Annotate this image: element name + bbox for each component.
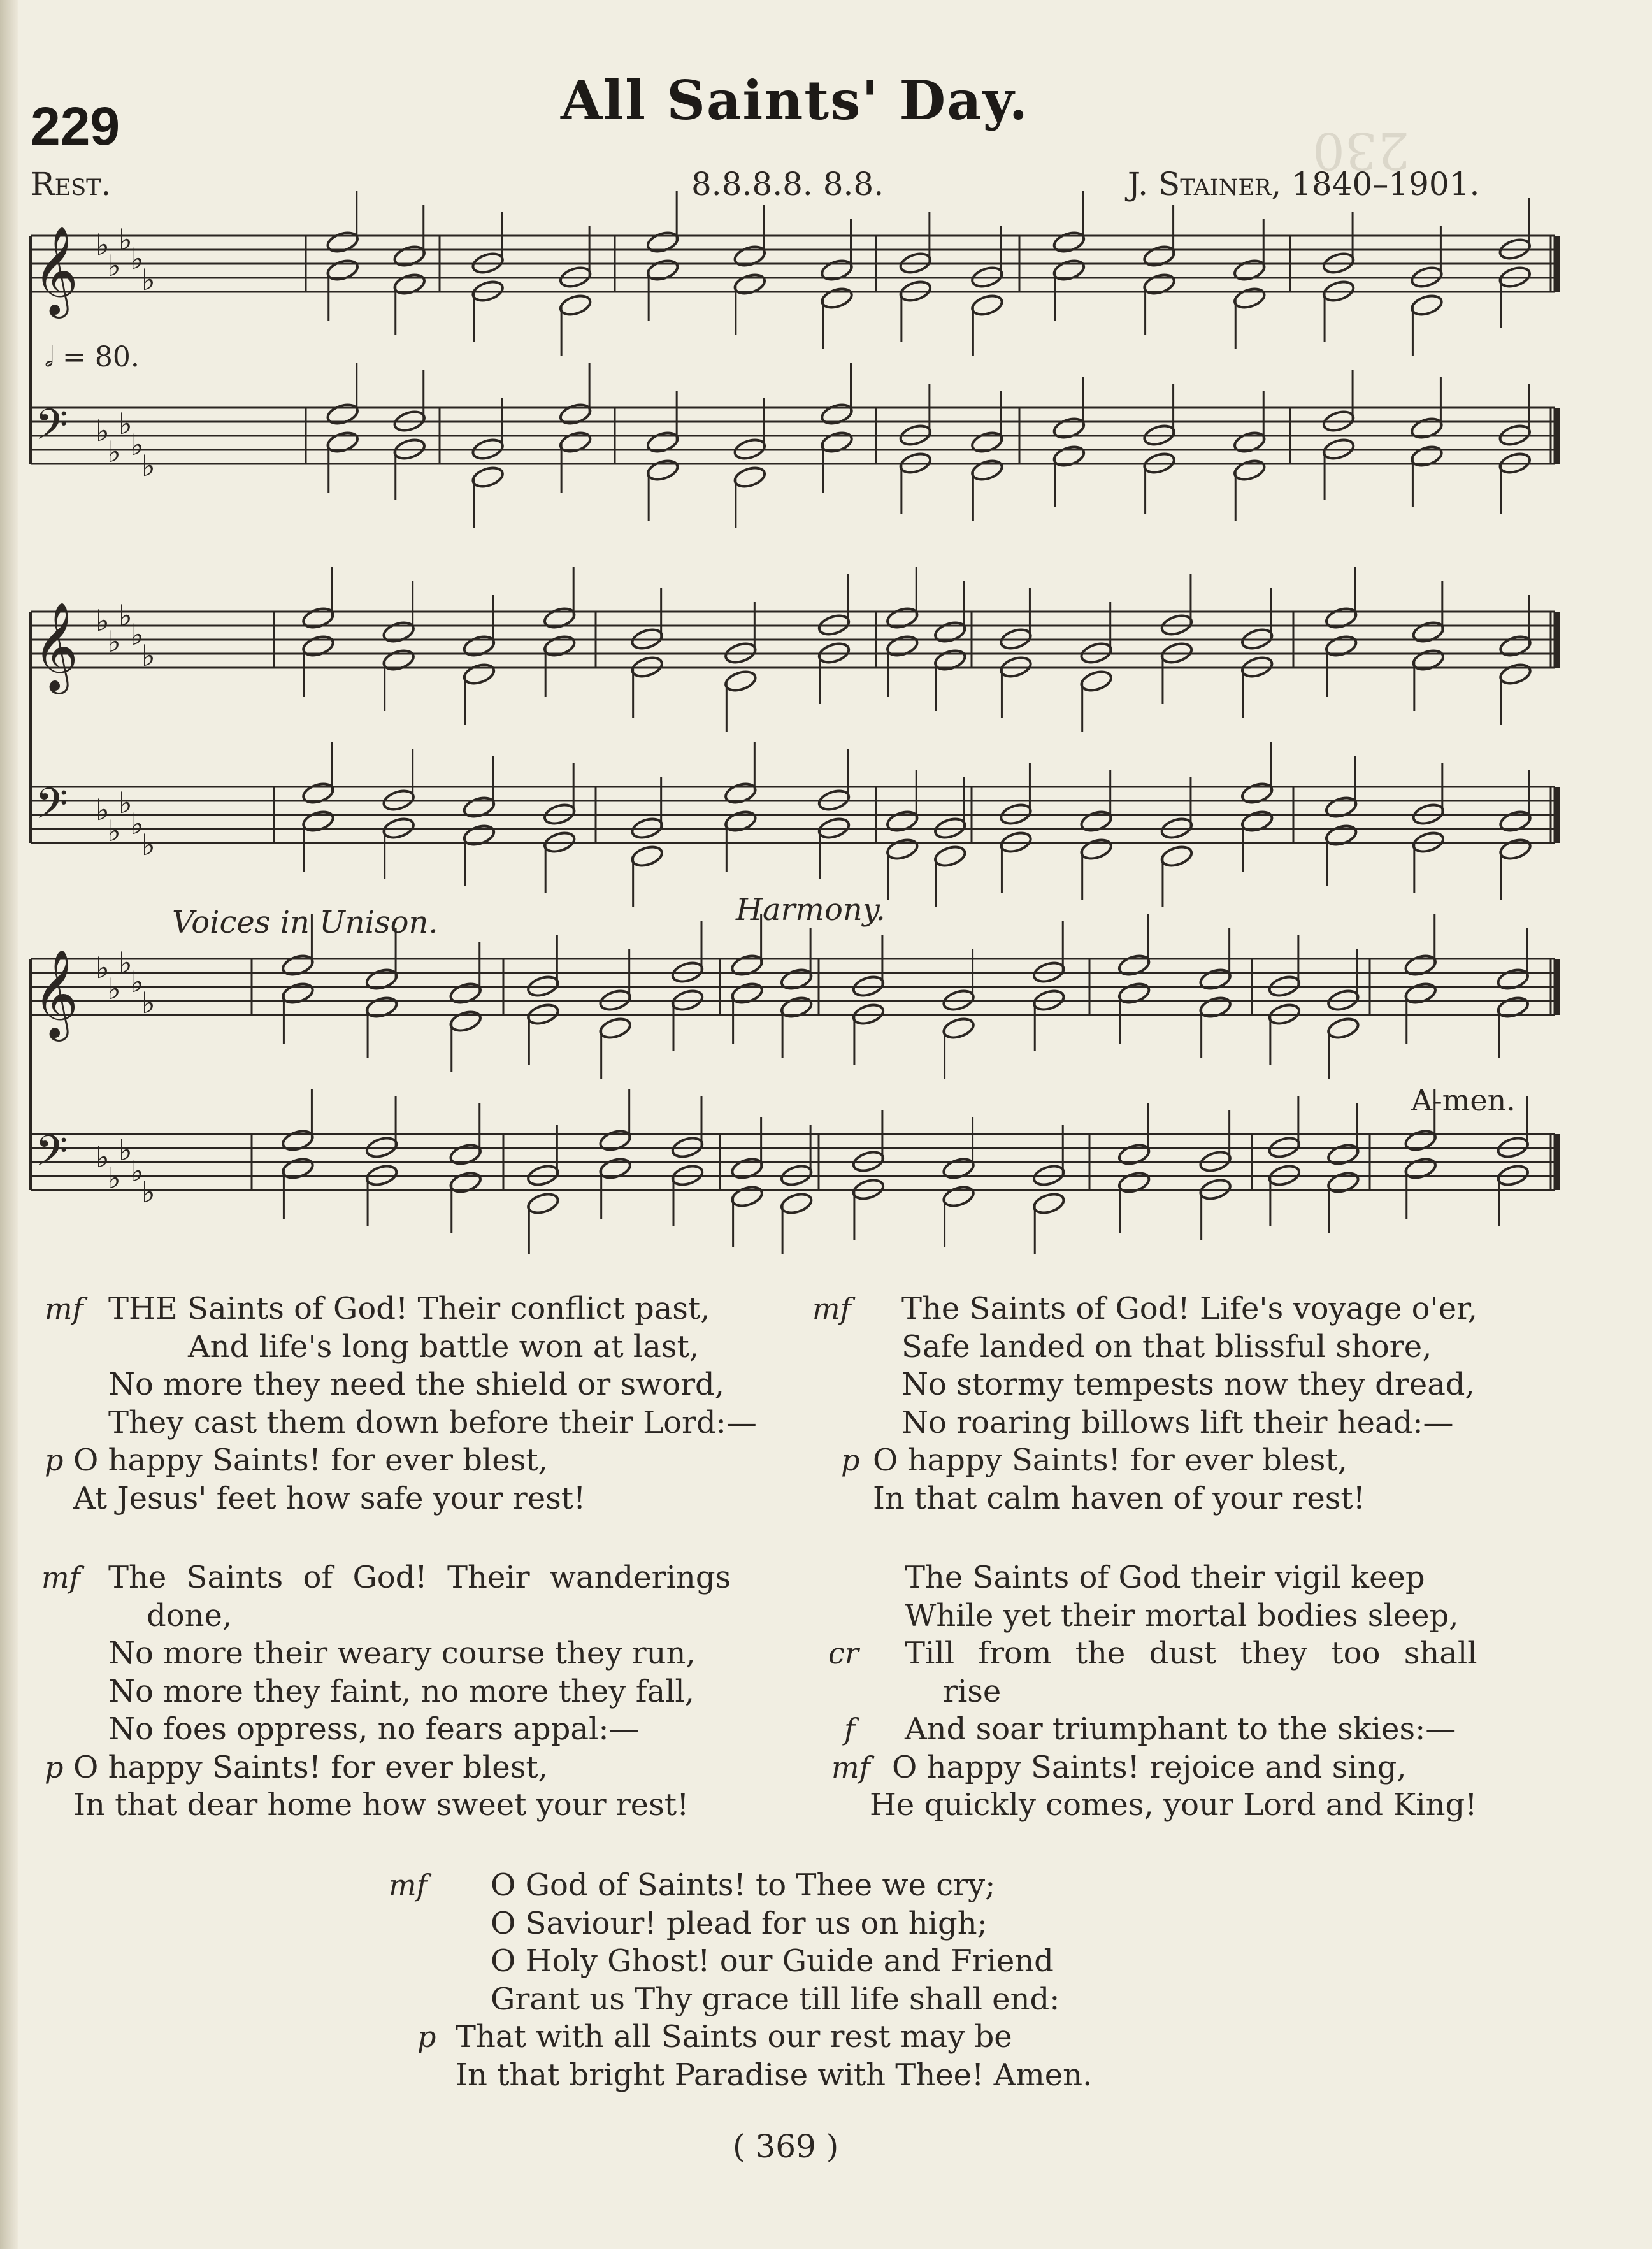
flat-sign: ♭ <box>96 603 110 638</box>
flat-sign: ♭ <box>130 1154 144 1188</box>
note-head <box>942 1156 976 1181</box>
verse-line <box>491 1943 1092 1981</box>
verse-line-text: They cast them down before their Lord:— <box>108 1404 757 1441</box>
note-head <box>301 605 336 631</box>
note-head <box>1079 668 1114 694</box>
note-head <box>942 1016 976 1041</box>
note-head <box>723 780 758 806</box>
note-head <box>382 619 416 645</box>
flat-sign: ♭ <box>141 262 155 297</box>
note-head <box>449 1142 483 1167</box>
note-head <box>392 271 427 297</box>
note-head <box>1326 1170 1361 1195</box>
note-head <box>542 633 577 659</box>
flat-sign: ♭ <box>130 807 144 841</box>
note-head <box>1240 780 1274 806</box>
verse-line <box>41 1559 731 1597</box>
note-head <box>645 229 680 255</box>
note-head <box>645 457 680 483</box>
note-head <box>1232 457 1267 483</box>
note-head <box>1232 285 1267 311</box>
note-head <box>1326 1016 1361 1041</box>
note-head <box>970 429 1005 455</box>
note-head <box>1142 271 1177 297</box>
dynamic-mark: p <box>841 1443 860 1477</box>
harmony-label: Harmony. <box>736 892 886 928</box>
note-head <box>449 1170 483 1195</box>
note-head <box>1410 292 1444 318</box>
flat-sign: ♭ <box>96 1140 110 1174</box>
note-head <box>1326 1142 1361 1167</box>
verse-line <box>73 1786 731 1825</box>
note-head <box>730 981 765 1006</box>
verse-line <box>873 1480 1477 1518</box>
verse-line <box>905 1597 1477 1635</box>
note-head <box>364 995 399 1020</box>
note-head <box>1411 619 1446 645</box>
verse-line-text: In that bright Paradise with Thee! Amen. <box>456 2057 1093 2093</box>
verse-line <box>45 1749 731 1787</box>
verse-line-text: The Saints of God! Life's voyage o'er, <box>901 1291 1478 1326</box>
note-head <box>933 647 967 673</box>
flat-sign: ♭ <box>96 793 110 827</box>
note-head <box>779 966 814 992</box>
flat-sign: ♭ <box>141 638 155 673</box>
meter: 8.8.8.8. 8.8. <box>691 166 884 203</box>
note-head <box>820 285 854 311</box>
note-head <box>942 1184 976 1209</box>
note-head <box>1117 981 1151 1006</box>
note-head <box>281 1128 315 1153</box>
verse-line <box>108 1635 731 1673</box>
note-head <box>1324 605 1358 631</box>
verse-3 <box>41 1559 731 1825</box>
verse-line-text: O God of Saints! to Thee we cry; <box>491 1867 996 1903</box>
verse-line <box>108 1673 731 1711</box>
note-head <box>301 633 336 659</box>
verse-line-text: The Saints of God their vigil keep <box>905 1560 1425 1595</box>
verse-line-text: No stormy tempests now they dread, <box>901 1367 1475 1402</box>
dynamic-mark: mf <box>812 1291 851 1326</box>
voices-in-unison-label: Voices in Unison. <box>172 905 438 940</box>
note-head <box>1404 1128 1438 1153</box>
treble-clef: 𝄞 <box>33 949 78 1038</box>
flat-sign: ♭ <box>141 986 155 1020</box>
note-head <box>301 808 336 834</box>
note-head <box>820 257 854 283</box>
verse-line-text: rise <box>943 1673 1002 1709</box>
note-head <box>326 401 360 427</box>
flat-sign: ♭ <box>119 786 133 820</box>
verse-line-text: O Holy Ghost! our Guide and Friend <box>491 1943 1054 1979</box>
note-head <box>471 464 505 490</box>
page-number: ( 369 ) <box>733 2128 839 2165</box>
verse-line-text: O happy Saints! rejoice and sing, <box>892 1749 1407 1785</box>
verse-5 <box>389 1867 1093 2094</box>
note-head <box>1052 443 1086 469</box>
flat-sign: ♭ <box>119 222 133 257</box>
verse-line-text: The Saints of God! Their wanderings <box>108 1560 731 1595</box>
note-head <box>1404 1156 1438 1181</box>
note-head <box>1498 661 1533 687</box>
flat-sign: ♭ <box>130 428 144 462</box>
note-head <box>730 1156 765 1181</box>
note-head <box>1410 415 1444 441</box>
note-head <box>1496 966 1530 992</box>
verse-line <box>45 1442 757 1480</box>
verse-line <box>73 1480 757 1518</box>
flat-sign: ♭ <box>119 598 133 633</box>
note-head <box>885 808 919 834</box>
note-head <box>1240 808 1274 834</box>
note-head <box>779 995 814 1020</box>
verse-line-text: O happy Saints! for ever blest, <box>73 1749 548 1785</box>
verse-line-text: THE Saints of God! Their conflict past, <box>108 1291 710 1326</box>
note-head <box>733 243 767 269</box>
note-head <box>1404 952 1438 978</box>
dynamic-mark: p <box>45 1443 64 1477</box>
hymn-number: 229 <box>31 96 120 156</box>
note-head <box>598 1128 633 1153</box>
note-head <box>885 605 919 631</box>
verse-line-text: No more they faint, no more they fall, <box>108 1673 695 1709</box>
verse-line <box>389 1867 1092 1905</box>
note-head <box>462 823 496 848</box>
verse-line-text: And soar triumphant to the skies:— <box>905 1711 1456 1747</box>
verse-line <box>905 1673 1477 1711</box>
note-head <box>885 633 919 659</box>
note-head <box>281 952 315 978</box>
note-head <box>281 1156 315 1181</box>
note-head <box>730 952 765 978</box>
note-head <box>733 464 767 490</box>
note-head <box>1052 229 1086 255</box>
note-head <box>1052 257 1086 283</box>
dynamic-mark: f <box>844 1712 856 1746</box>
note-head <box>820 429 854 455</box>
dynamic-mark: mf <box>389 1868 427 1902</box>
verse-line-text: No roaring billows lift their head:— <box>901 1404 1454 1441</box>
verse-line <box>108 1711 731 1749</box>
verse-line <box>456 2057 1092 2095</box>
verse-line <box>901 1404 1477 1442</box>
note-head <box>1232 257 1267 283</box>
note-head <box>558 401 593 427</box>
note-head <box>933 619 967 645</box>
verse-line-text: done, <box>147 1597 233 1634</box>
verse-line <box>108 1328 757 1367</box>
verse-line-text: No more their weary course they run, <box>108 1635 696 1671</box>
verse-line <box>108 1404 757 1442</box>
flat-sign: ♭ <box>130 965 144 999</box>
verse-line-text: No more they need the shield or sword, <box>108 1367 725 1402</box>
dynamic-mark: p <box>417 2020 436 2054</box>
note-head <box>558 292 593 318</box>
verse-4 <box>828 1559 1477 1825</box>
note-head <box>462 661 496 687</box>
verse-line <box>828 1635 1477 1673</box>
note-head <box>1117 952 1151 978</box>
bass-clef: 𝄢 <box>35 1126 68 1186</box>
note-head <box>1142 243 1177 269</box>
note-head <box>933 844 967 869</box>
note-head <box>779 1191 814 1216</box>
treble-clef: 𝄞 <box>33 226 78 315</box>
bleed-through: 230 <box>1312 121 1410 180</box>
flat-sign: ♭ <box>119 406 133 441</box>
verse-line-text: That with all Saints our rest may be <box>456 2019 1012 2055</box>
verse-line-text: Till from the dust they too shall <box>905 1635 1477 1671</box>
dynamic-mark: mf <box>831 1750 870 1785</box>
note-head <box>382 647 416 673</box>
verse-line <box>108 1597 731 1635</box>
note-head <box>970 292 1005 318</box>
verse-line <box>905 1559 1477 1597</box>
note-head <box>542 605 577 631</box>
verse-line <box>491 1981 1092 2019</box>
dynamic-mark: mf <box>41 1560 80 1595</box>
flat-sign: ♭ <box>107 1161 121 1195</box>
note-head <box>1117 1170 1151 1195</box>
tune-name: Rest. <box>31 166 111 203</box>
note-head <box>449 1009 483 1034</box>
note-head <box>1031 1191 1066 1216</box>
note-head <box>326 257 360 283</box>
note-head <box>301 780 336 806</box>
flat-sign: ♭ <box>107 814 121 848</box>
note-head <box>558 429 593 455</box>
verse-2 <box>812 1290 1478 1518</box>
note-head <box>1496 995 1530 1020</box>
flat-sign: ♭ <box>107 624 121 659</box>
note-head <box>1198 966 1233 992</box>
verse-line-text: Safe landed on that blissful shore, <box>901 1328 1432 1365</box>
flat-sign: ♭ <box>107 972 121 1006</box>
note-head <box>1411 647 1446 673</box>
verse-line <box>45 1290 757 1328</box>
note-head <box>1079 837 1114 862</box>
flat-sign: ♭ <box>119 1133 133 1167</box>
note-head <box>598 1016 633 1041</box>
verse-line-text: At Jesus' feet how safe your rest! <box>73 1480 586 1516</box>
note-head <box>526 1191 560 1216</box>
note-head <box>730 1184 765 1209</box>
note-head <box>1232 429 1267 455</box>
verse-line <box>841 1442 1477 1480</box>
treble-clef: 𝄞 <box>33 602 78 691</box>
flat-sign: ♭ <box>96 413 110 448</box>
dynamic-mark: mf <box>45 1291 83 1326</box>
note-head <box>1498 633 1533 659</box>
verse-line-text: He quickly comes, your Lord and King! <box>870 1787 1477 1823</box>
verse-line <box>901 1328 1477 1367</box>
verse-line <box>901 1366 1477 1404</box>
note-head <box>885 837 919 862</box>
note-head <box>645 257 680 283</box>
composer: J. Stainer, 1840–1901. <box>1128 166 1480 203</box>
verse-line-text: Grant us Thy grace till life shall end: <box>491 1981 1060 2017</box>
verse-line <box>812 1290 1478 1328</box>
flat-sign: ♭ <box>107 435 121 469</box>
note-head <box>645 429 680 455</box>
note-head <box>462 794 496 820</box>
flat-sign: ♭ <box>107 248 121 283</box>
note-head <box>970 457 1005 483</box>
verse-line <box>417 2018 1092 2057</box>
note-head <box>281 981 315 1006</box>
note-head <box>1117 1142 1151 1167</box>
note-head <box>1404 981 1438 1006</box>
verse-line-text: O happy Saints! for ever blest, <box>873 1442 1347 1478</box>
note-head <box>326 229 360 255</box>
note-head <box>1198 995 1233 1020</box>
bass-clef: 𝄢 <box>35 779 68 838</box>
flat-sign: ♭ <box>96 227 110 262</box>
flat-sign: ♭ <box>96 951 110 985</box>
note-head <box>462 633 496 659</box>
note-head <box>392 243 427 269</box>
verse-line <box>870 1786 1477 1825</box>
verse-line-text: No foes oppress, no fears appal:— <box>108 1711 640 1747</box>
note-head <box>630 844 664 869</box>
note-head <box>1498 808 1533 834</box>
note-head <box>449 981 483 1006</box>
note-head <box>1079 808 1114 834</box>
note-head <box>733 271 767 297</box>
verse-1 <box>45 1290 757 1518</box>
bass-clef: 𝄢 <box>35 400 68 459</box>
note-head <box>1410 443 1444 469</box>
flat-sign: ♭ <box>119 945 133 980</box>
note-head <box>820 401 854 427</box>
verse-line-text: In that dear home how sweet your rest! <box>73 1787 689 1823</box>
note-head <box>1324 794 1358 820</box>
flat-sign: ♭ <box>141 449 155 483</box>
verse-line-text: And life's long battle won at last, <box>188 1328 700 1365</box>
verse-line <box>108 1366 757 1404</box>
note-head <box>598 1156 633 1181</box>
tempo-mark: 𝅗𝅥 = 80. <box>45 341 140 373</box>
note-head <box>1498 837 1533 862</box>
note-head <box>326 429 360 455</box>
verse-line-text: In that calm haven of your rest! <box>873 1480 1365 1516</box>
verse-line <box>844 1711 1477 1749</box>
note-head <box>1324 633 1358 659</box>
flat-sign: ♭ <box>130 617 144 652</box>
note-head <box>723 808 758 834</box>
note-head <box>723 668 758 694</box>
verse-line <box>831 1749 1477 1787</box>
flat-sign: ♭ <box>130 241 144 276</box>
amen-label: A-men. <box>1411 1083 1516 1117</box>
hymn-title: All Saints' Day. <box>561 69 1030 132</box>
note-head <box>364 966 399 992</box>
flat-sign: ♭ <box>141 1175 155 1209</box>
note-head <box>1052 415 1086 441</box>
note-head <box>1324 823 1358 848</box>
verse-line <box>491 1905 1092 1943</box>
dynamic-mark: p <box>45 1750 64 1785</box>
flat-sign: ♭ <box>141 828 155 862</box>
note-head <box>1160 844 1194 869</box>
verse-line-text: While yet their mortal bodies sleep, <box>905 1597 1459 1634</box>
dynamic-mark: cr <box>828 1636 859 1671</box>
verse-line-text: O happy Saints! for ever blest, <box>73 1442 548 1478</box>
verse-line-text: O Saviour! plead for us on high; <box>491 1905 988 1941</box>
